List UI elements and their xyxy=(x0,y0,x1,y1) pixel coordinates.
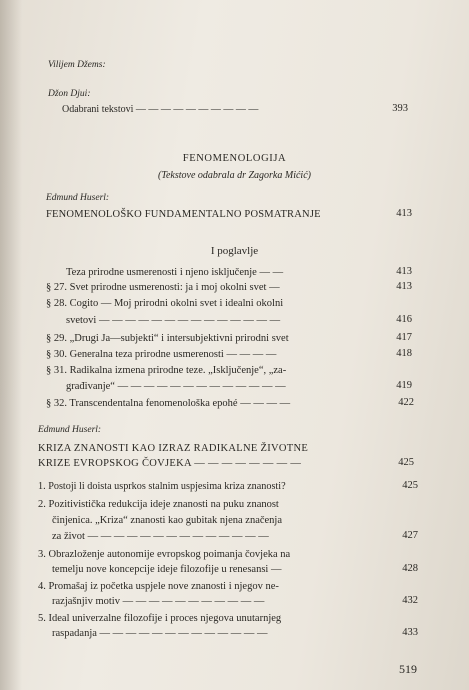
toc-item: § 31. Radikalna izmena prirodne teze. „Isključenje“, „za- xyxy=(46,365,287,376)
toc-item: § 32. Transcendentalna fenomenološka epohé — — — — xyxy=(46,398,291,409)
folio-number: 519 xyxy=(399,662,417,676)
page-413-main: 413 xyxy=(396,208,412,219)
author-husserl-2: Edmund Huserl: xyxy=(38,425,102,435)
toc-item-cont: temelju nove koncepcije ideje filozofije u renesansi — xyxy=(52,564,282,575)
section-subtitle: (Tekstove odabrala dr Zagorka Mićić) xyxy=(158,170,311,181)
toc-page: 418 xyxy=(396,348,412,359)
toc-page: 425 xyxy=(402,480,418,491)
toc-item: § 29. „Drugi Ja—subjekti“ i intersubjektivni prirodni svet xyxy=(46,333,289,344)
author-dewey: Džon Djui: xyxy=(48,89,91,99)
toc-page: 427 xyxy=(402,530,418,541)
main-entry-title: FENOMENOLOŠKO FUNDAMENTALNO POSMATRANJE xyxy=(46,209,321,220)
kriza-title-1: KRIZA ZNANOSTI KAO IZRAZ RADIKALNE ŽIVOTNE xyxy=(38,443,309,454)
toc-page: 419 xyxy=(396,380,412,391)
toc-item: 4. Promašaj iz početka uspjele nove znanosti i njegov ne- xyxy=(38,581,279,592)
chapter-label: I poglavlje xyxy=(210,245,259,257)
toc-item: § 30. Generalna teza prirodne usmerenosti — — — — xyxy=(46,349,277,360)
toc-item-cont: činjenica. „Kriza“ znanosti kao gubitak njena značenja xyxy=(52,515,283,526)
toc-page: 432 xyxy=(402,595,418,606)
toc-page: 413 xyxy=(396,266,412,277)
toc-page: 428 xyxy=(402,563,418,574)
toc-item: 1. Postoji li doista usprkos stalnim uspjesima kriza znanosti? xyxy=(38,481,286,492)
author-james: Vilijem Džems: xyxy=(48,60,106,70)
author-husserl-1: Edmund Huserl: xyxy=(46,193,110,203)
toc-item-cont: razjašnjiv motiv — — — — — — — — — — — xyxy=(52,596,265,607)
toc-item: § 28. Cogito — Moj prirodni okolni svet i idealni okolni xyxy=(46,298,284,309)
page-shadow xyxy=(0,0,22,690)
toc-item-cont: svetovi — — — — — — — — — — — — — — xyxy=(66,315,281,326)
toc-page: 417 xyxy=(396,332,412,343)
toc-item-cont: raspadanja — — — — — — — — — — — — — xyxy=(52,628,268,639)
toc-item: Teza prirodne usmerenosti i njeno isključenje — — xyxy=(66,267,284,278)
section-heading: FENOMENOLOGIJA xyxy=(182,153,287,164)
toc-page: 413 xyxy=(396,281,412,292)
toc-item: 3. Obrazloženje autonomije evropskog poimanja čovjeka na xyxy=(38,549,291,560)
toc-item: § 27. Svet prirodne usmerenosti: ja i moj okolni svet — xyxy=(46,282,280,293)
page-393: 393 xyxy=(392,103,408,114)
toc-page: 416 xyxy=(396,314,412,325)
toc-item-cont: građivanje“ — — — — — — — — — — — — — xyxy=(66,381,286,392)
entry-odabrani: Odabrani tekstovi — — — — — — — — — — xyxy=(62,104,259,115)
toc-item: 2. Pozitivistička redukcija ideje znanosti na puku znanost xyxy=(38,499,279,510)
toc-page: 422 xyxy=(398,397,414,408)
kriza-title-2: KRIZE EVROPSKOG ČOVJEKA — — — — — — — — xyxy=(38,458,302,469)
toc-page: 433 xyxy=(402,627,418,638)
toc-item: 5. Ideal univerzalne filozofije i proces njegova unutarnjeg xyxy=(38,613,282,624)
page-425-main: 425 xyxy=(398,457,414,468)
toc-item-cont: za život — — — — — — — — — — — — — — xyxy=(52,531,269,542)
